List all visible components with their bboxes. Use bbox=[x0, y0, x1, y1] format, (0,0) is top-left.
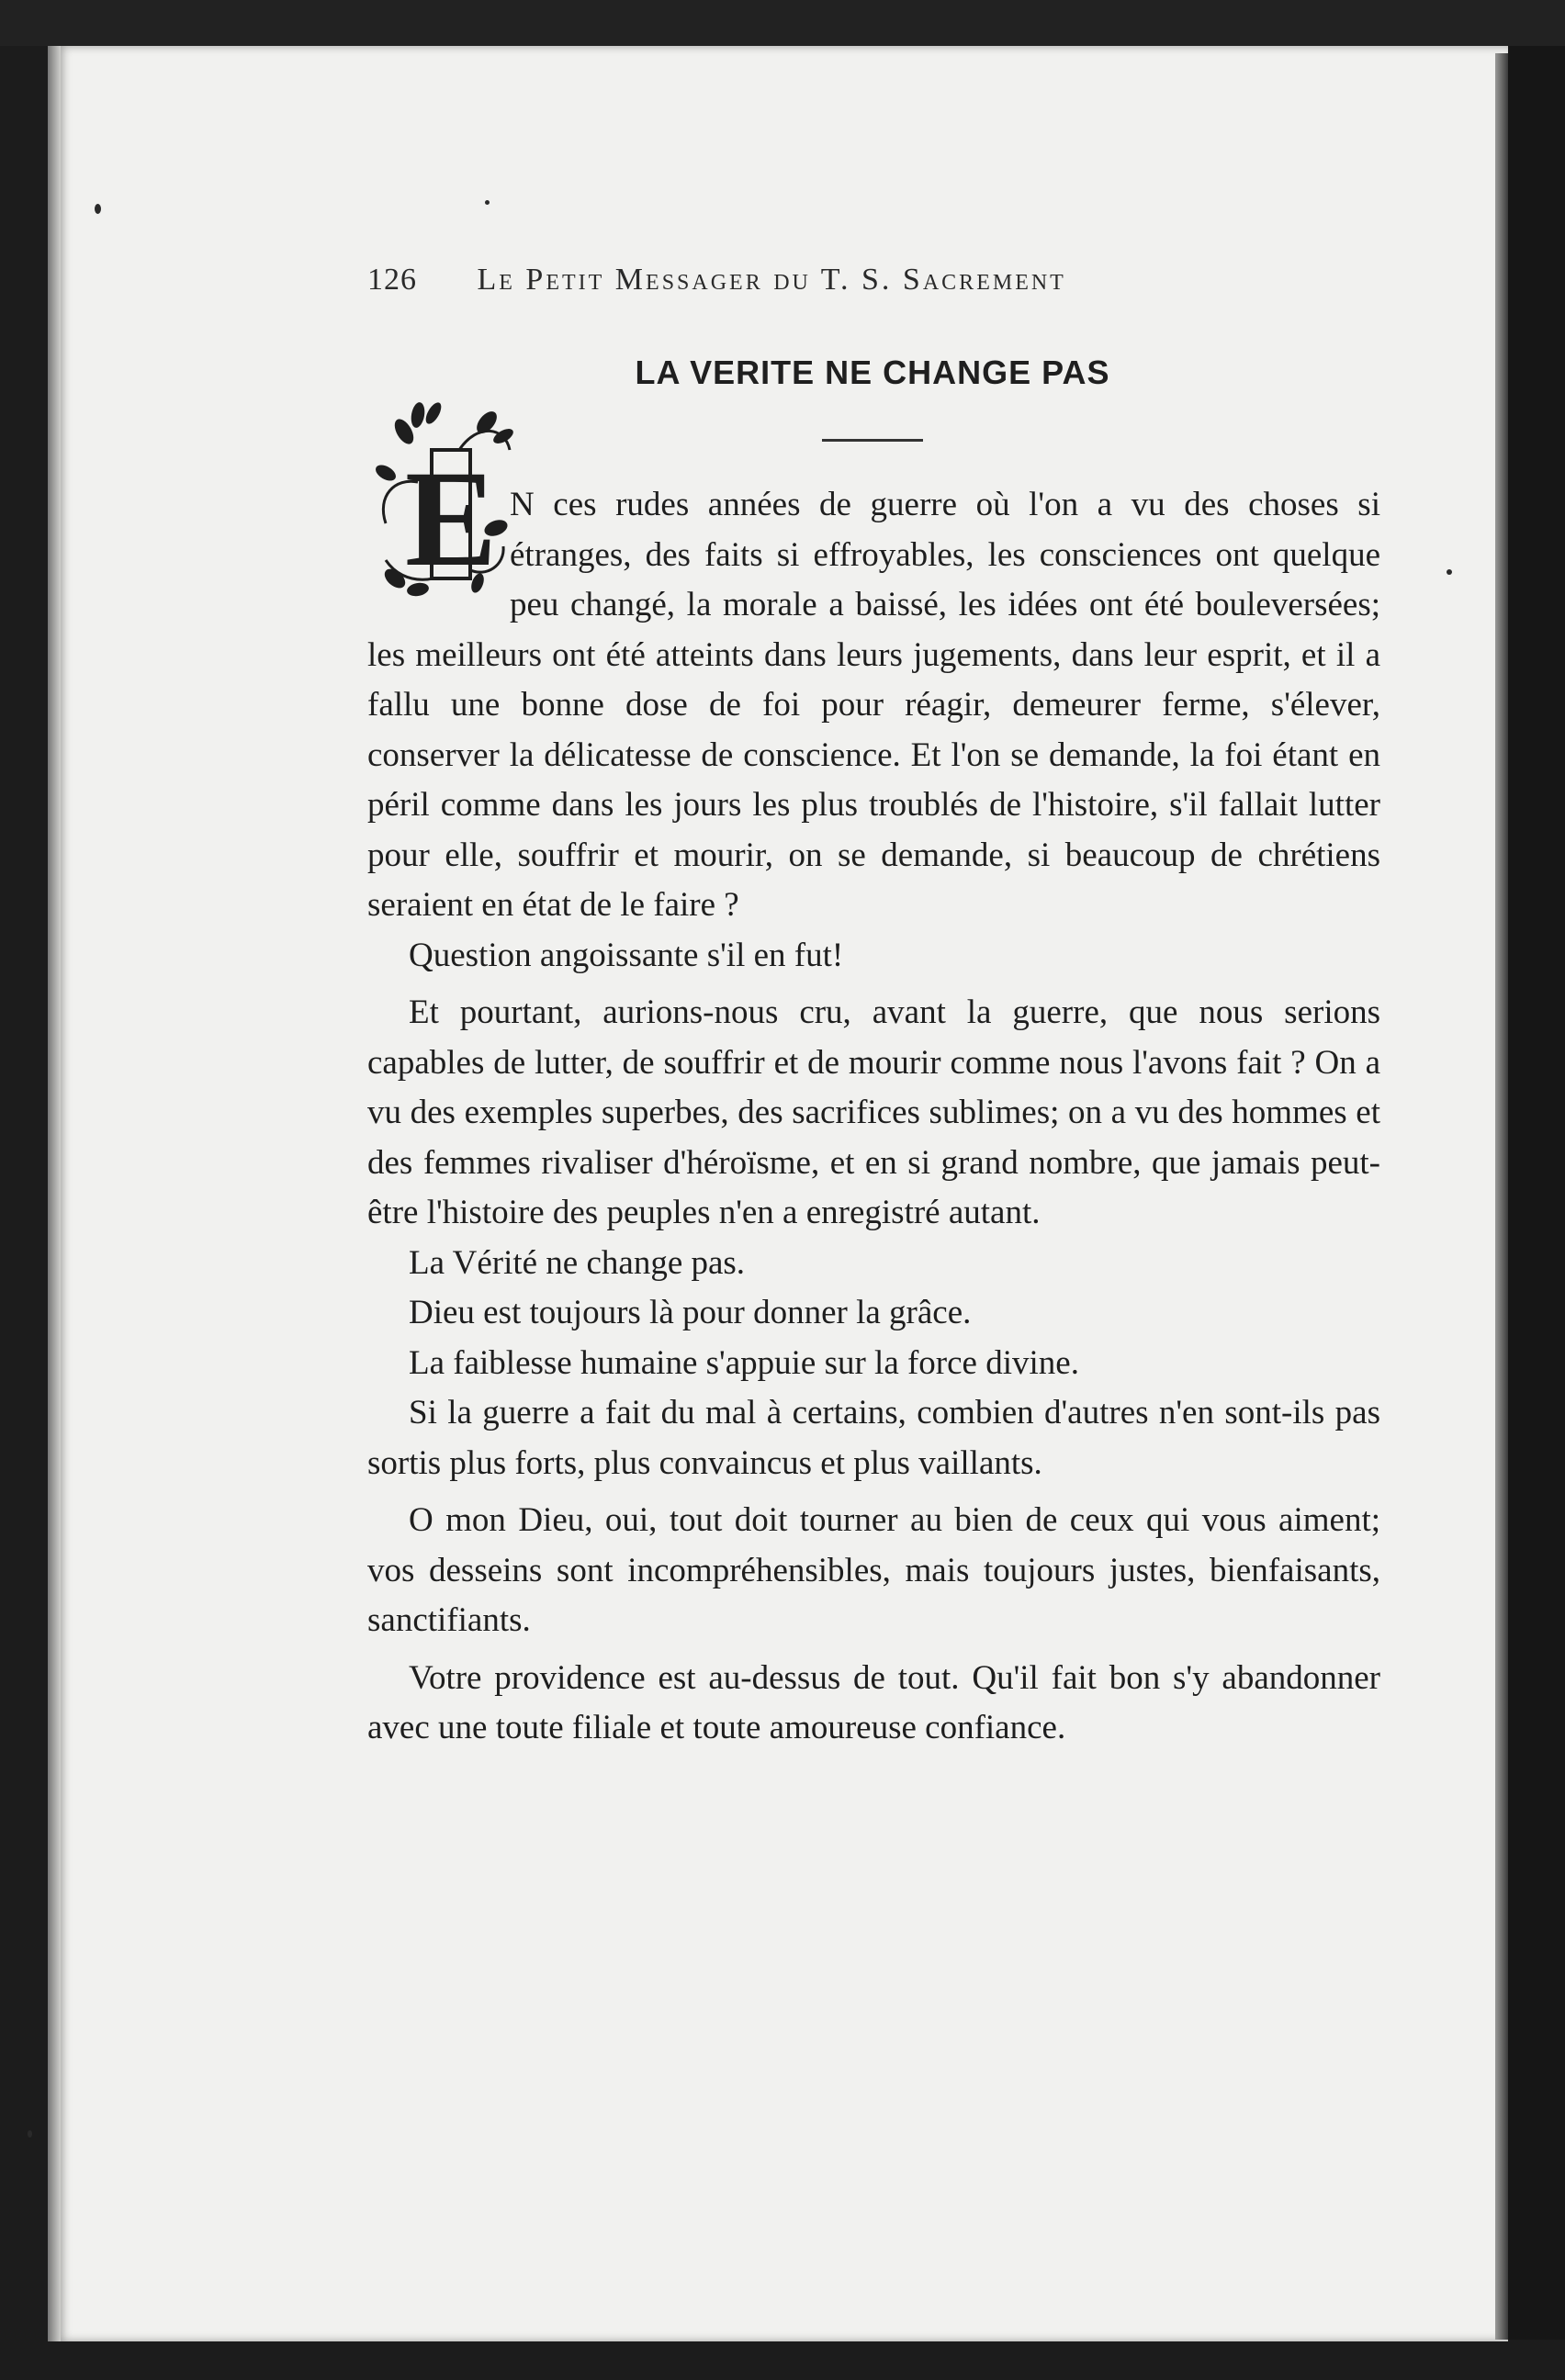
page-fore-edge bbox=[1495, 53, 1508, 2340]
paragraph-7: Si la guerre a fait du mal à certains, combien d'autres n'en sont-ils pas sortis plus forts, plus convaincus et plus vaillants. bbox=[367, 1394, 1380, 1482]
scan-background-top bbox=[0, 0, 1565, 48]
scan-speck bbox=[485, 200, 490, 205]
scan-background-left bbox=[0, 46, 48, 2341]
scan-background-right bbox=[1508, 46, 1565, 2380]
page-number: 126 bbox=[367, 263, 417, 297]
paragraph-2: Question angoissante s'il en fut! bbox=[409, 936, 844, 974]
drop-cap-letter: E bbox=[404, 443, 498, 595]
paragraph-8: O mon Dieu, oui, tout doit tourner au bien de ceux qui vous aiment; vos desseins sont incompréhensibles, mais toujours justes, bienfaisants, sanctifiants. bbox=[367, 1501, 1380, 1639]
page-binding-edge bbox=[48, 46, 61, 2341]
paragraph-3: Et pourtant, aurions-nous cru, avant la guerre, que nous serions capables de lutter, de souffrir et de mourir comme nous l'avons fait ? On a vu des exemples superbes, des sacrifices sublimes; on a vu des hommes et des femmes rivaliser d'héroïsme, et en si grand nombre, que jamais peut-être l'histoire des peuples n'en a enregistré autant. bbox=[367, 994, 1380, 1231]
paragraph-5: Dieu est toujours là pour donner la grâce. bbox=[409, 1294, 972, 1331]
paragraph-1 bbox=[367, 480, 1380, 931]
scan-speck bbox=[95, 204, 101, 214]
paragraph-text: N ces rudes années de guerre où l'on a vu des choses si étranges, des faits si effroyables, les consciences ont quelque peu changé, la morale a baissé, les idées ont été bouleversées; les meilleurs ont été atteints dans leurs jugements, dans leur esprit, et il a fallu une bonne dose de foi pour réagir, demeurer ferme, s'élever, conserver la délicatesse de conscience. Et l'on se demande, la foi étant en péril comme dans les jours les plus troublés de l'histoire, s'il fallait lutter pour elle, souffrir et mourir, on se demande, si beaucoup de chrétiens seraient en état de le faire ? bbox=[367, 486, 1380, 924]
title-rule bbox=[822, 439, 923, 442]
scan-speck bbox=[28, 2130, 32, 2138]
article-title: LA VERITE NE CHANGE PAS bbox=[635, 354, 1110, 391]
paragraph-9: Votre providence est au-dessus de tout. Qu'il fait bon s'y abandonner avec une toute filiale et toute amoureuse confiance. bbox=[367, 1658, 1380, 1746]
article-body bbox=[367, 480, 1380, 1754]
scan-speck bbox=[1447, 569, 1452, 575]
scan-background-bottom bbox=[0, 2340, 1565, 2380]
paragraph-6: La faiblesse humaine s'appuie sur la force divine. bbox=[409, 1343, 1079, 1382]
drop-cap-spacer bbox=[367, 480, 510, 623]
running-header bbox=[367, 263, 1249, 299]
publication-title: Le Petit Messager du T. S. Sacrement bbox=[477, 263, 1066, 297]
paragraph-4: La Vérité ne change pas. bbox=[409, 1243, 746, 1282]
